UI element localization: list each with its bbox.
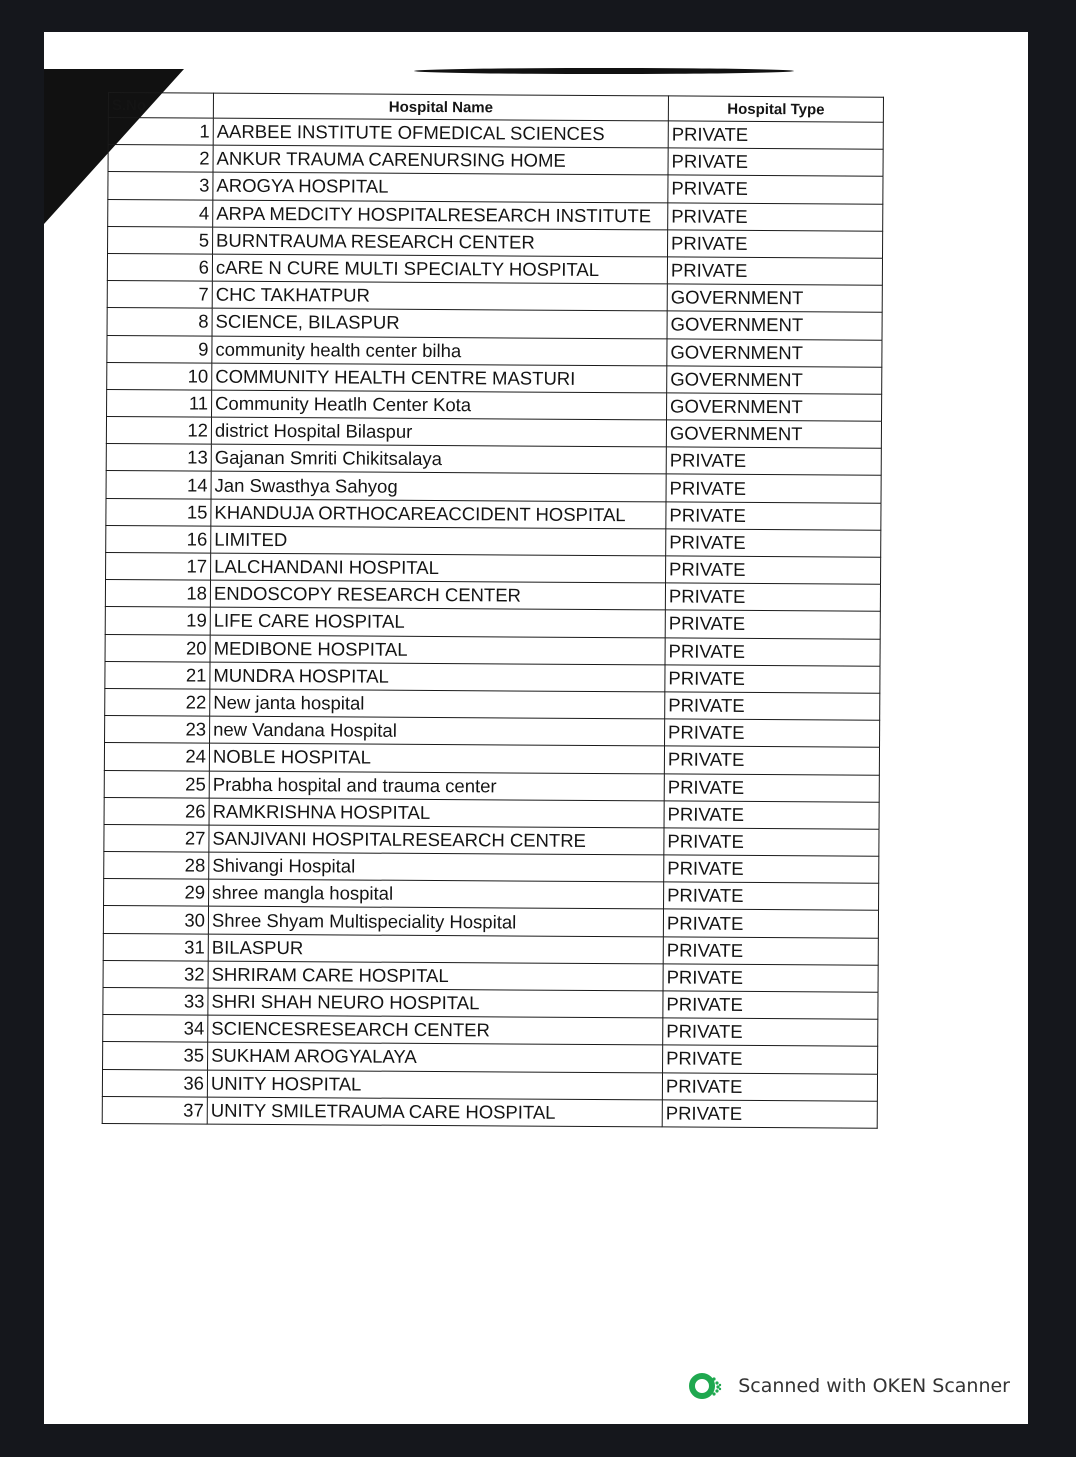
watermark-text: Scanned with OKEN Scanner (738, 1375, 1010, 1397)
cell-sno: 14 (106, 471, 211, 499)
cell-sno: 32 (103, 960, 208, 988)
cell-sno: 6 (107, 253, 212, 281)
cell-hospital-type: GOVERNMENT (666, 420, 881, 449)
cell-hospital-type: PRIVATE (663, 964, 878, 993)
cell-sno: 34 (103, 1015, 208, 1043)
cell-hospital-name: CHC TAKHATPUR (212, 281, 667, 311)
cell-sno: 16 (106, 525, 211, 553)
cell-sno: 1 (108, 118, 213, 146)
cell-hospital-type: PRIVATE (664, 855, 879, 884)
header-hospital-type: Hospital Type (668, 96, 883, 122)
cell-hospital-type: PRIVATE (668, 175, 883, 204)
cell-sno: 9 (107, 335, 212, 363)
cell-hospital-type: PRIVATE (668, 148, 883, 177)
cell-hospital-name: SUKHAM AROGYALAYA (208, 1043, 663, 1073)
cell-hospital-name: Community Heatlh Center Kota (212, 390, 667, 420)
cell-hospital-name: Gajanan Smriti Chikitsalaya (211, 444, 666, 474)
cell-hospital-name: district Hospital Bilaspur (211, 417, 666, 447)
hospital-table (102, 92, 884, 1129)
cell-hospital-type: PRIVATE (663, 1045, 878, 1074)
cell-hospital-name: ARPA MEDCITY HOSPITALRESEARCH INSTITUTE (213, 200, 668, 230)
cell-hospital-name: community health center bilha (212, 336, 667, 366)
cell-sno: 13 (106, 444, 211, 472)
cell-hospital-name: SCIENCE, BILASPUR (212, 308, 667, 338)
cell-hospital-type: PRIVATE (664, 773, 879, 802)
cell-hospital-type: PRIVATE (664, 801, 879, 830)
cell-sno: 5 (108, 226, 213, 254)
table-body (102, 118, 883, 1129)
cell-hospital-name: SHRI SHAH NEURO HOSPITAL (208, 988, 663, 1018)
cell-hospital-type: PRIVATE (667, 257, 882, 286)
cell-hospital-type: PRIVATE (664, 882, 879, 911)
cell-sno: 19 (105, 607, 210, 635)
table-row (102, 1096, 877, 1128)
cell-hospital-name: Shree Shyam Multispeciality Hospital (208, 907, 663, 937)
cell-sno: 18 (105, 580, 210, 608)
cell-hospital-type: PRIVATE (663, 991, 878, 1020)
cell-hospital-name: UNITY HOSPITAL (207, 1070, 662, 1100)
scanner-watermark (688, 1368, 1010, 1404)
cell-sno: 2 (108, 145, 213, 173)
cell-sno: 8 (107, 308, 212, 336)
cell-hospital-name: MUNDRA HOSPITAL (210, 662, 665, 692)
cell-hospital-type: GOVERNMENT (667, 366, 882, 395)
cell-hospital-type: PRIVATE (665, 637, 880, 666)
header-sno: S.No (108, 93, 213, 119)
cell-sno: 29 (104, 879, 209, 907)
cell-hospital-name: SHRIRAM CARE HOSPITAL (208, 961, 663, 991)
cell-sno: 35 (103, 1042, 208, 1070)
cell-hospital-name: KHANDUJA ORTHOCAREACCIDENT HOSPITAL (211, 499, 666, 529)
cell-hospital-name: BILASPUR (208, 934, 663, 964)
cell-hospital-name: New janta hospital (210, 689, 665, 719)
cell-sno: 15 (106, 498, 211, 526)
cell-hospital-name: LALCHANDANI HOSPITAL (211, 553, 666, 583)
page-edge-shadow (414, 68, 794, 74)
cell-sno: 22 (105, 688, 210, 716)
cell-hospital-name: Jan Swasthya Sahyog (211, 472, 666, 502)
cell-hospital-name: shree mangla hospital (209, 879, 664, 909)
cell-sno: 21 (105, 661, 210, 689)
cell-sno: 25 (104, 770, 209, 798)
cell-hospital-type: PRIVATE (665, 665, 880, 694)
cell-hospital-name: AARBEE INSTITUTE OFMEDICAL SCIENCES (213, 118, 668, 148)
header-hospital-name: Hospital Name (213, 93, 668, 121)
cell-hospital-type: PRIVATE (668, 230, 883, 259)
cell-hospital-type: PRIVATE (665, 583, 880, 612)
cell-hospital-name: Prabha hospital and trauma center (209, 771, 664, 801)
cell-hospital-type: PRIVATE (666, 556, 881, 585)
cell-hospital-type: PRIVATE (666, 474, 881, 503)
oken-scanner-logo-icon (688, 1368, 724, 1404)
cell-hospital-name: MEDIBONE HOSPITAL (210, 635, 665, 665)
cell-sno: 7 (107, 281, 212, 309)
cell-hospital-name: new Vandana Hospital (210, 716, 665, 746)
cell-hospital-type: PRIVATE (664, 828, 879, 857)
cell-hospital-type: PRIVATE (664, 746, 879, 775)
cell-sno: 26 (104, 797, 209, 825)
cell-hospital-type: GOVERNMENT (667, 284, 882, 313)
cell-hospital-type: PRIVATE (665, 692, 880, 721)
cell-sno: 31 (103, 933, 208, 961)
cell-sno: 33 (103, 987, 208, 1015)
cell-hospital-name: UNITY SMILETRAUMA CARE HOSPITAL (207, 1097, 662, 1127)
cell-hospital-type: PRIVATE (666, 447, 881, 476)
cell-hospital-type: PRIVATE (666, 529, 881, 558)
cell-hospital-name: SANJIVANI HOSPITALRESEARCH CENTRE (209, 825, 664, 855)
cell-sno: 12 (106, 417, 211, 445)
cell-sno: 37 (102, 1096, 207, 1124)
cell-hospital-name: LIFE CARE HOSPITAL (210, 608, 665, 638)
cell-hospital-name: ENDOSCOPY RESEARCH CENTER (210, 580, 665, 610)
cell-hospital-type: GOVERNMENT (667, 338, 882, 367)
cell-sno: 30 (103, 906, 208, 934)
cell-hospital-name: AROGYA HOSPITAL (213, 173, 668, 203)
cell-hospital-type: PRIVATE (663, 1018, 878, 1047)
cell-hospital-type: PRIVATE (668, 202, 883, 231)
cell-hospital-name: RAMKRISHNA HOSPITAL (209, 798, 664, 828)
cell-sno: 27 (104, 824, 209, 852)
cell-sno: 11 (107, 389, 212, 417)
cell-sno: 4 (108, 199, 213, 227)
cell-hospital-name: COMMUNITY HEALTH CENTRE MASTURI (212, 363, 667, 393)
cell-sno: 28 (104, 852, 209, 880)
cell-hospital-type: PRIVATE (668, 121, 883, 150)
cell-sno: 3 (108, 172, 213, 200)
cell-hospital-type: PRIVATE (663, 937, 878, 966)
cell-hospital-type: GOVERNMENT (667, 311, 882, 340)
scanned-page (44, 32, 1028, 1424)
cell-sno: 36 (102, 1069, 207, 1097)
cell-hospital-type: GOVERNMENT (667, 393, 882, 422)
cell-sno: 23 (105, 716, 210, 744)
cell-hospital-type: PRIVATE (662, 1100, 877, 1129)
cell-hospital-type: PRIVATE (662, 1072, 877, 1101)
cell-hospital-name: Shivangi Hospital (209, 852, 664, 882)
cell-hospital-type: PRIVATE (665, 719, 880, 748)
cell-hospital-name: LIMITED (211, 526, 666, 556)
cell-hospital-type: PRIVATE (663, 909, 878, 938)
cell-hospital-type: PRIVATE (665, 610, 880, 639)
cell-hospital-name: NOBLE HOSPITAL (209, 743, 664, 773)
cell-hospital-name: cARE N CURE MULTI SPECIALTY HOSPITAL (212, 254, 667, 284)
cell-hospital-type: PRIVATE (666, 502, 881, 531)
cell-sno: 24 (104, 743, 209, 771)
cell-sno: 17 (106, 552, 211, 580)
cell-hospital-name: SCIENCESRESEARCH CENTER (208, 1015, 663, 1045)
cell-sno: 20 (105, 634, 210, 662)
cell-sno: 10 (107, 362, 212, 390)
cell-hospital-name: ANKUR TRAUMA CARENURSING HOME (213, 145, 668, 175)
cell-hospital-name: BURNTRAUMA RESEARCH CENTER (213, 227, 668, 257)
